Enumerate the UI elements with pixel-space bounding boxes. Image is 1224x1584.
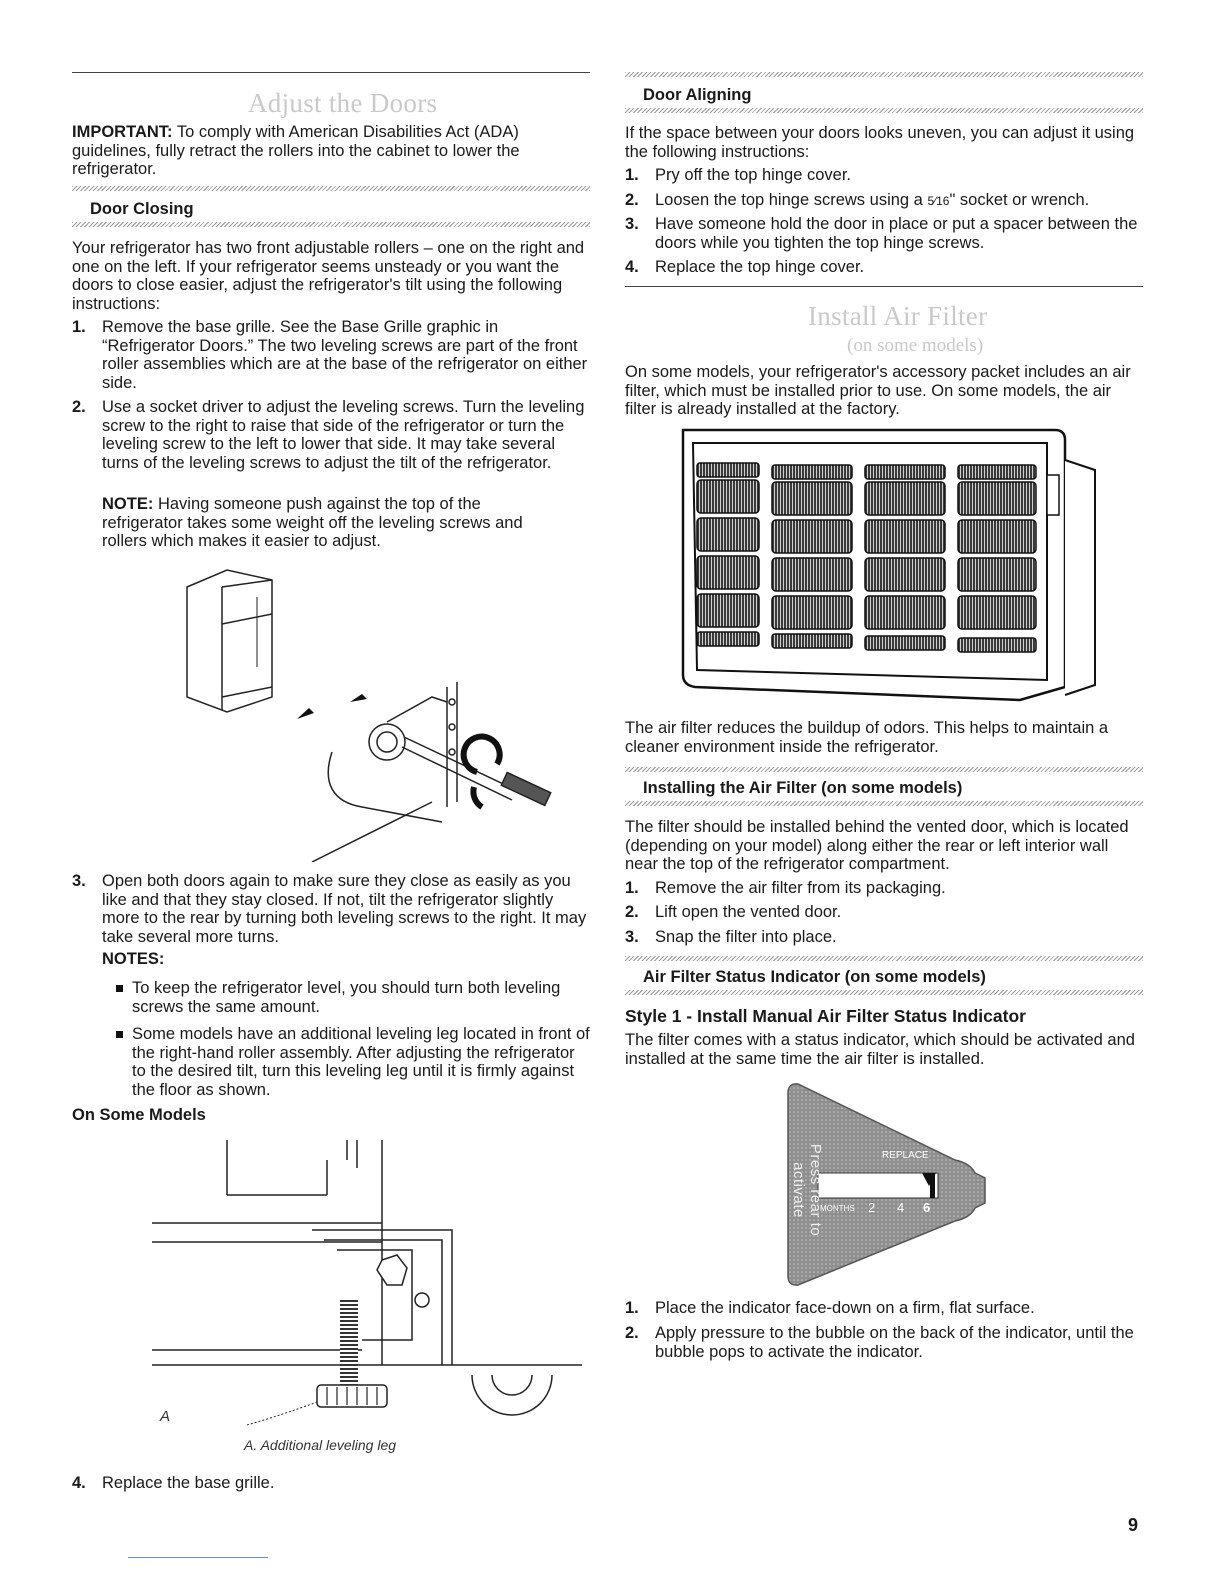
step-number: 2. — [625, 191, 639, 209]
step-text: Pry off the top hinge cover. — [655, 166, 851, 184]
step-text: Snap the filter into place. — [655, 928, 837, 946]
hatch-rule — [625, 72, 1143, 77]
installing-intro: The filter should be installed behind the vented door, which is located (depending on your model) along either the rear or left interior wall near the top of the refrigerator compartment. — [625, 818, 1129, 873]
subheading-door-aligning: Door Aligning — [643, 86, 752, 104]
important-paragraph — [72, 123, 590, 179]
status-intro: The filter comes with a status indicator, which should be activated and installed at the same time the air filter is installed. — [625, 1031, 1135, 1068]
subheading-door-closing: Door Closing — [90, 200, 194, 218]
status-indicator-illustration — [780, 1078, 990, 1288]
important-text: To comply with American Disabilities Act (ADA) guidelines, fully retract the rollers into the cabinet to lower the refrigerator. — [72, 123, 520, 178]
style-1-heading: Style 1 - Install Manual Air Filter Status Indicator — [625, 1006, 1026, 1026]
tick-2: 2 — [868, 1200, 876, 1215]
step-number: 3. — [625, 215, 639, 233]
divider — [625, 286, 1143, 287]
step-number: 2. — [72, 398, 86, 416]
section-subtitle: (on some models) — [847, 335, 984, 356]
step-number: 1. — [625, 166, 639, 184]
bullet-square — [116, 1031, 123, 1038]
step-text: Remove the air filter from its packaging. — [655, 879, 946, 897]
air-filter-intro: On some models, your refrigerator's accessory packet includes an air filter, which must be installed prior to use. On some models, the air filter is already installed at the factory. — [625, 363, 1131, 418]
on-some-models-label: On Some Models — [72, 1106, 206, 1124]
step-number: 4. — [625, 258, 639, 276]
figure-caption: A. Additional leveling leg — [244, 1437, 397, 1453]
air-filter-illustration — [675, 425, 1115, 710]
step-text: Apply pressure to the bubble on the back of the indicator, until the bubble pops to activate the indicator. — [655, 1324, 1134, 1361]
fraction: 5⁄16 — [927, 194, 950, 208]
hatch-rule — [625, 108, 1143, 113]
door-closing-intro: Your refrigerator has two front adjustable rollers – one on the right and one on the left. If your refrigerator seems unsteady or you want the doors to close easier, adjust the refrigerator's tilt using the following instructions: — [72, 239, 585, 313]
footer-line — [128, 1557, 268, 1558]
tick-6: 6 — [923, 1200, 931, 1215]
leveling-screw-illustration — [182, 562, 562, 862]
step-number: 1. — [625, 1299, 639, 1317]
door-aligning-intro: If the space between your doors looks uneven, you can adjust it using the following instructions: — [625, 124, 1135, 161]
replace-label: REPLACE — [882, 1150, 929, 1161]
step-number: 3. — [72, 872, 86, 890]
page-number: 9 — [1128, 1515, 1139, 1535]
hatch-rule — [72, 186, 590, 191]
step-text-pre: Loosen the top hinge screws using a — [655, 191, 928, 209]
step-text: Replace the top hinge cover. — [655, 258, 865, 276]
step-text: Remove the base grille. See the Base Grille graphic in “Refrigerator Doors.” The two leveling screws are part of the front roller assemblies which are at the base of the refrigerator on either side. — [102, 318, 588, 392]
bullet-square — [116, 985, 123, 992]
step-text: Have someone hold the door in place or put a spacer between the doors while you tighten the top hinge screws. — [655, 215, 1138, 252]
step-text — [655, 191, 1143, 211]
section-title-adjust-doors: Adjust the Doors — [248, 88, 438, 118]
step-number: 2. — [625, 903, 639, 921]
tick-4: 4 — [897, 1200, 905, 1215]
step-text: Replace the base grille. — [102, 1474, 275, 1492]
step-number: 1. — [625, 879, 639, 897]
step-number: 4. — [72, 1474, 86, 1492]
step-text: Use a socket driver to adjust the leveling screws. Turn the leveling screw to the right to raise that side of the refrigerator or turn the leveling screw to the left to lower that side. It may take several turns of the leveling screws to adjust the tilt of the refrigerator. — [102, 398, 585, 472]
note-text: Having someone push against the top of the refrigerator takes some weight off the leveling screws and rollers which makes it easier to adjust. — [102, 495, 523, 550]
hatch-rule — [625, 767, 1143, 772]
air-filter-benefit: The air filter reduces the buildup of odors. This helps to maintain a cleaner environment inside the refrigerator. — [625, 719, 1109, 756]
hatch-rule — [625, 801, 1143, 806]
callout-letter-a: A — [160, 1408, 171, 1425]
subheading-installing-air-filter: Installing the Air Filter (on some models) — [643, 779, 963, 797]
hatch-rule — [72, 222, 590, 227]
subheading-status-indicator: Air Filter Status Indicator (on some models) — [643, 968, 986, 986]
important-label: IMPORTANT: — [72, 123, 173, 141]
step-text: Open both doors again to make sure they close as easily as you like and that they stay closed. If not, tilt the refrigerator slightly more to the rear by turning both leveling screws to the right. It may take several more turns. — [102, 872, 587, 946]
step-number: 3. — [625, 928, 639, 946]
step-number: 1. — [72, 318, 86, 336]
leveling-leg-illustration — [152, 1140, 592, 1440]
note-item: Some models have an additional leveling leg located in front of the right-hand roller assembly. After adjusting the refrigerator to the desired tilt, turn this leveling leg until it is firmly against the floor as shown. — [132, 1025, 590, 1099]
step-number: 2. — [625, 1324, 639, 1342]
hatch-rule — [625, 956, 1143, 961]
notes-heading: NOTES: — [102, 950, 165, 968]
step-text: Place the indicator face-down on a firm, flat surface. — [655, 1299, 1035, 1317]
note-item: To keep the refrigerator level, you should turn both leveling screws the same amount. — [132, 979, 561, 1016]
step-text: Lift open the vented door. — [655, 903, 842, 921]
hatch-rule — [625, 990, 1143, 995]
section-title-install-air-filter: Install Air Filter — [808, 301, 988, 331]
note-label: NOTE: — [102, 495, 154, 513]
step-text-post: " socket or wrench. — [949, 191, 1090, 209]
months-label: MONTHS — [820, 1204, 855, 1213]
divider — [72, 72, 590, 73]
press-rear-text: Press rear to activate — [790, 1143, 824, 1237]
note-paragraph — [102, 495, 562, 551]
